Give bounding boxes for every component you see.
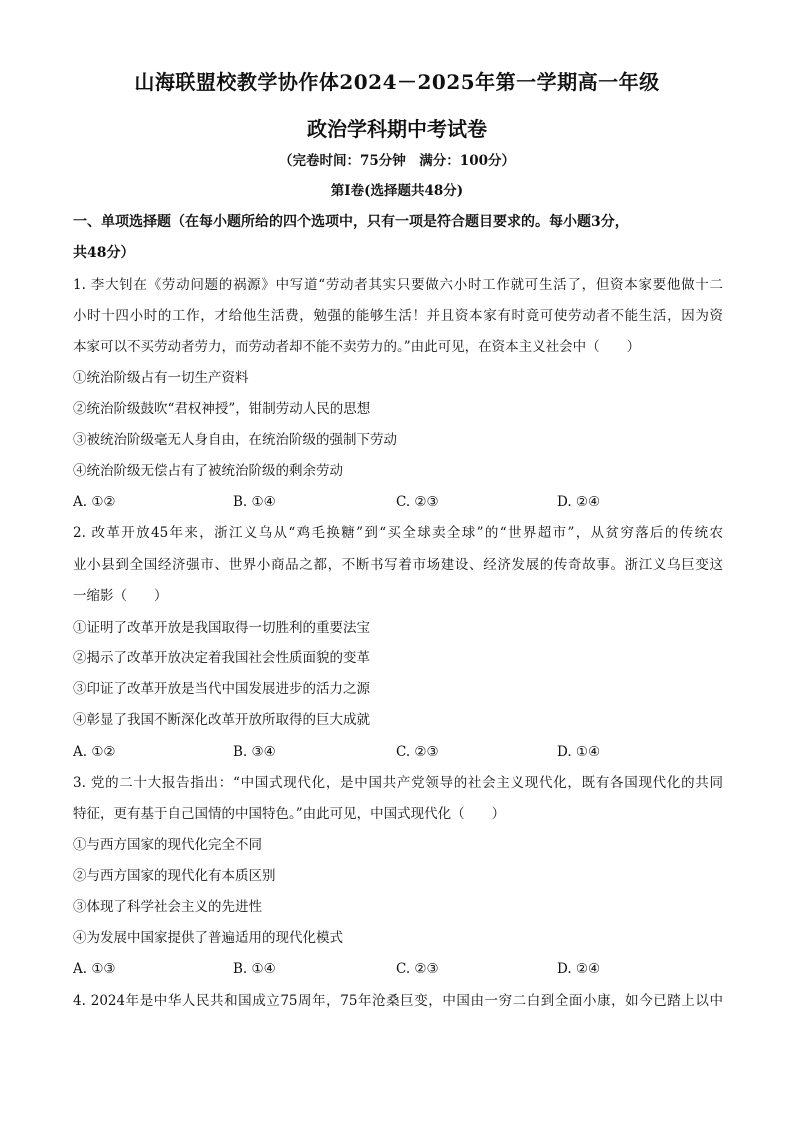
option-d: D. ①④ [557,744,601,760]
exam-meta: （完卷时间：75分钟 满分：100分） [279,153,515,169]
statement-3: ③被统治阶级毫无人身自由，在统治阶级的强制下劳动 [73,432,397,448]
option-a: A. ①② [73,744,116,760]
statement-1: ①统治阶级占有一切生产资料 [73,370,249,386]
exam-subtitle: 政治学科期中考试卷 [307,117,487,141]
statement-1: ①证明了改革开放是我国取得一切胜利的重要法宝 [73,620,370,636]
statement-1: ①与西方国家的现代化完全不同 [73,837,262,853]
option-a: A. ①② [73,494,116,510]
question-stem-line: 业小县到全国经济强市、世界小商品之都，不断书写着市场建设、经济发展的传奇故事。浙江义乌巨变这 [73,557,723,573]
section-heading-line2: 共48分） [73,245,135,261]
statement-2: ②揭示了改革开放决定着我国社会性质面貌的变革 [73,650,370,666]
statement-4: ④彰显了我国不断深化改革开放所取得的巨大成就 [73,712,370,728]
question-stem-line: 小时十四小时的工作，才给他生活费，勉强的能够生活！并且资本家有时竟可使劳动者不能生活，因为资 [73,308,723,324]
question-stem-line: 2. 改革开放45年来，浙江义乌从“鸡毛换糖”到“买全球卖全球”的“世界超市”，从贫穷落后的传统农 [73,525,723,541]
statement-2: ②与西方国家的现代化有本质区别 [73,868,276,884]
option-a: A. ①③ [73,961,116,977]
question-stem-line: 特征，更有基于自己国情的中国特色。”由此可见，中国式现代化（ ） [73,806,506,822]
statement-3: ③体现了科学社会主义的先进性 [73,899,262,915]
section-heading-line1: 一、单项选择题（在每小题所给的四个选项中，只有一项是符合题目要求的。每小题3分， [73,214,629,230]
question-stem-line: 一缩影（ ） [73,588,168,604]
option-c: C. ②③ [396,494,439,510]
option-c: C. ②③ [396,961,439,977]
statement-2: ②统治阶级鼓吹“君权神授”，钳制劳动人民的思想 [73,401,371,417]
option-b: B. ①④ [233,961,276,977]
option-d: D. ②④ [557,494,601,510]
question-stem-line: 3. 党的二十大报告指出：“中国式现代化，是中国共产党领导的社会主义现代化，既有各国现代化的共同 [73,775,723,791]
statement-4: ④统治阶级无偿占有了被统治阶级的剩余劳动 [73,463,343,479]
question-stem-line: 本家可以不买劳动者劳力，而劳动者却不能不卖劳力的。”由此可见，在资本主义社会中（ ） [73,339,641,355]
option-b: B. ①④ [233,494,276,510]
statement-4: ④为发展中国家提供了普遍适用的现代化模式 [73,930,343,946]
exam-title: 山海联盟校教学协作体2024－2025年第一学期高一年级 [134,70,660,94]
option-c: C. ②③ [396,744,439,760]
part-title: 第Ⅰ卷(选择题共48分) [330,183,464,199]
option-d: D. ②④ [557,961,601,977]
option-b: B. ③④ [233,744,276,760]
question-stem-line: 1. 李大钊在《劳动问题的祸源》中写道“劳动者其实只要做六小时工作就可生活了，但资本家要他做十二 [73,277,723,293]
statement-3: ③印证了改革开放是当代中国发展进步的活力之源 [73,681,370,697]
question-stem-line: 4. 2024年是中华人民共和国成立75周年，75年沧桑巨变，中国由一穷二白到全面小康，如今已踏上以中 [73,993,723,1009]
